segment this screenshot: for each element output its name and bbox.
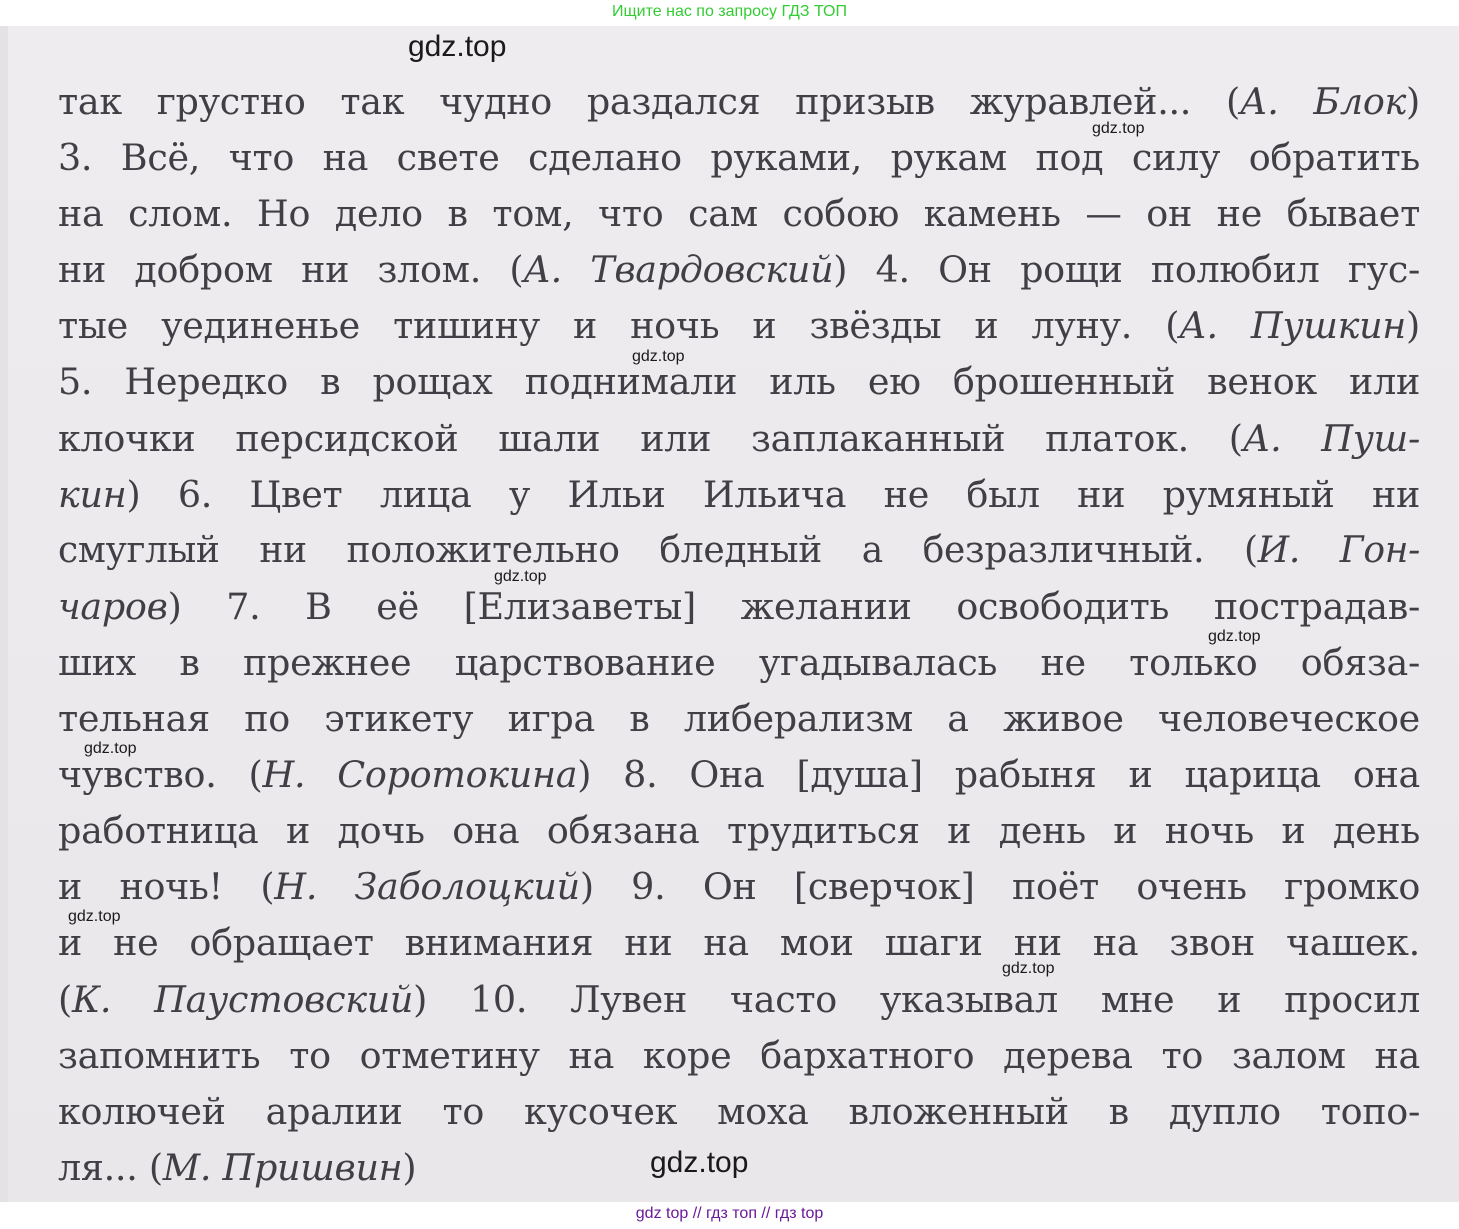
text-segment: чувство. ( [58,753,263,797]
author-name: М. Пришвин [162,1145,403,1189]
text-line [58,691,1420,747]
text-segment: 3. Всё, что на свете сделано руками, рукам под силу обратить [58,136,1420,180]
text-line [58,523,1420,579]
text-segment: запомнить то отметину на коре бархатного дерева то залом на [58,1033,1420,1077]
text-line [58,130,1420,186]
watermark: gdz.top [1092,120,1145,137]
text-line [58,242,1420,298]
text-segment: и ночь! ( [58,865,275,909]
text-line [58,467,1420,523]
author-name: И. Гон- [1257,529,1420,571]
text-line [58,74,1420,130]
text-segment: ля... ( [58,1145,163,1189]
text-segment: 5. Нередко в рощах поднимали иль ею брошенный венок или [58,360,1420,404]
watermark: gdz.top [1002,960,1055,977]
author-name: А. Пушкин [1179,304,1407,348]
text-segment: ) 8. Она [душа] рабыня и царица она [577,753,1420,797]
watermark: gdz.top [1208,628,1261,645]
text-segment: ) [1406,80,1420,123]
text-segment: тые уединенье тишину и ночь и звёзды и луну. ( [58,304,1180,348]
text-segment: на слом. Но дело в том, что сам собою камень — он не бывает [58,192,1420,236]
text-segment: ни добром ни злом. ( [58,248,524,292]
author-name: А. Пуш- [1242,416,1420,460]
text-line [58,354,1420,410]
text-line [58,859,1420,915]
text-segment: колючей аралии то кусочек моха вложенный в дупло топо- [58,1089,1420,1133]
watermark: gdz.top [632,348,685,365]
text-segment: смуглый ни положительно бледный а безразличный. ( [58,529,1258,571]
watermark-large: gdz.top [650,1146,749,1179]
watermark: gdz.top [68,908,121,925]
text-segment: клочки персидской шали или заплаканный платок. ( [58,416,1243,460]
text-segment: работница и дочь она обязана трудиться и день и ночь и день [58,809,1420,853]
text-segment: ( [58,977,72,1021]
author-name: А. Твардовский [523,248,834,292]
text-segment: ) [1406,304,1420,348]
author-name: К. Паустовский [71,977,414,1021]
text-segment: ) 4. Он рощи полюбил гус- [833,248,1420,292]
text-line [58,1084,1420,1140]
text-segment: тельная по этикету игра в либерализм а живое человеческое [58,697,1420,741]
text-line [58,915,1420,971]
text-segment: ) 7. В её [Елизаветы] желании освободить пострадав- [167,584,1420,628]
author-name: кин [58,472,127,516]
text-segment: ших в прежнее царствование угадывалась не только обяза- [58,640,1420,684]
watermark-large: gdz.top [408,30,507,63]
text-line [58,186,1420,242]
watermark: gdz.top [494,568,547,585]
text-segment: ) 10. Лувен часто указывал мне и просил [413,977,1420,1021]
footer-links-banner: gdz top // гдз топ // гдз top [635,1205,824,1222]
watermark: gdz.top [84,740,137,757]
author-name: Н. Заболоцкий [274,865,580,909]
author-name: А. Блок [1239,80,1407,123]
author-name: чаров [58,584,168,628]
text-line [58,747,1420,803]
text-segment: ) 6. Цвет лица у Ильи Ильича не был ни румяный ни [126,472,1420,516]
text-segment: ) 9. Он [сверчок] поёт очень громко [579,865,1420,909]
search-hint-banner: Ищите нас по запросу ГДЗ ТОП [612,3,847,20]
page-edge-shadow [0,26,8,1202]
text-line [58,298,1420,354]
text-line [58,1028,1420,1084]
text-segment: ) [402,1145,417,1189]
text-segment: так грустно так чудно раздался призыв журавлей... ( [58,80,1240,123]
text-segment: и не обращает внимания ни на мои шаги ни на звон чашек. [58,921,1420,965]
text-line [58,803,1420,859]
author-name: Н. Соротокина [262,753,578,797]
text-line [58,411,1420,467]
text-line [58,972,1420,1028]
text-line [58,579,1420,635]
